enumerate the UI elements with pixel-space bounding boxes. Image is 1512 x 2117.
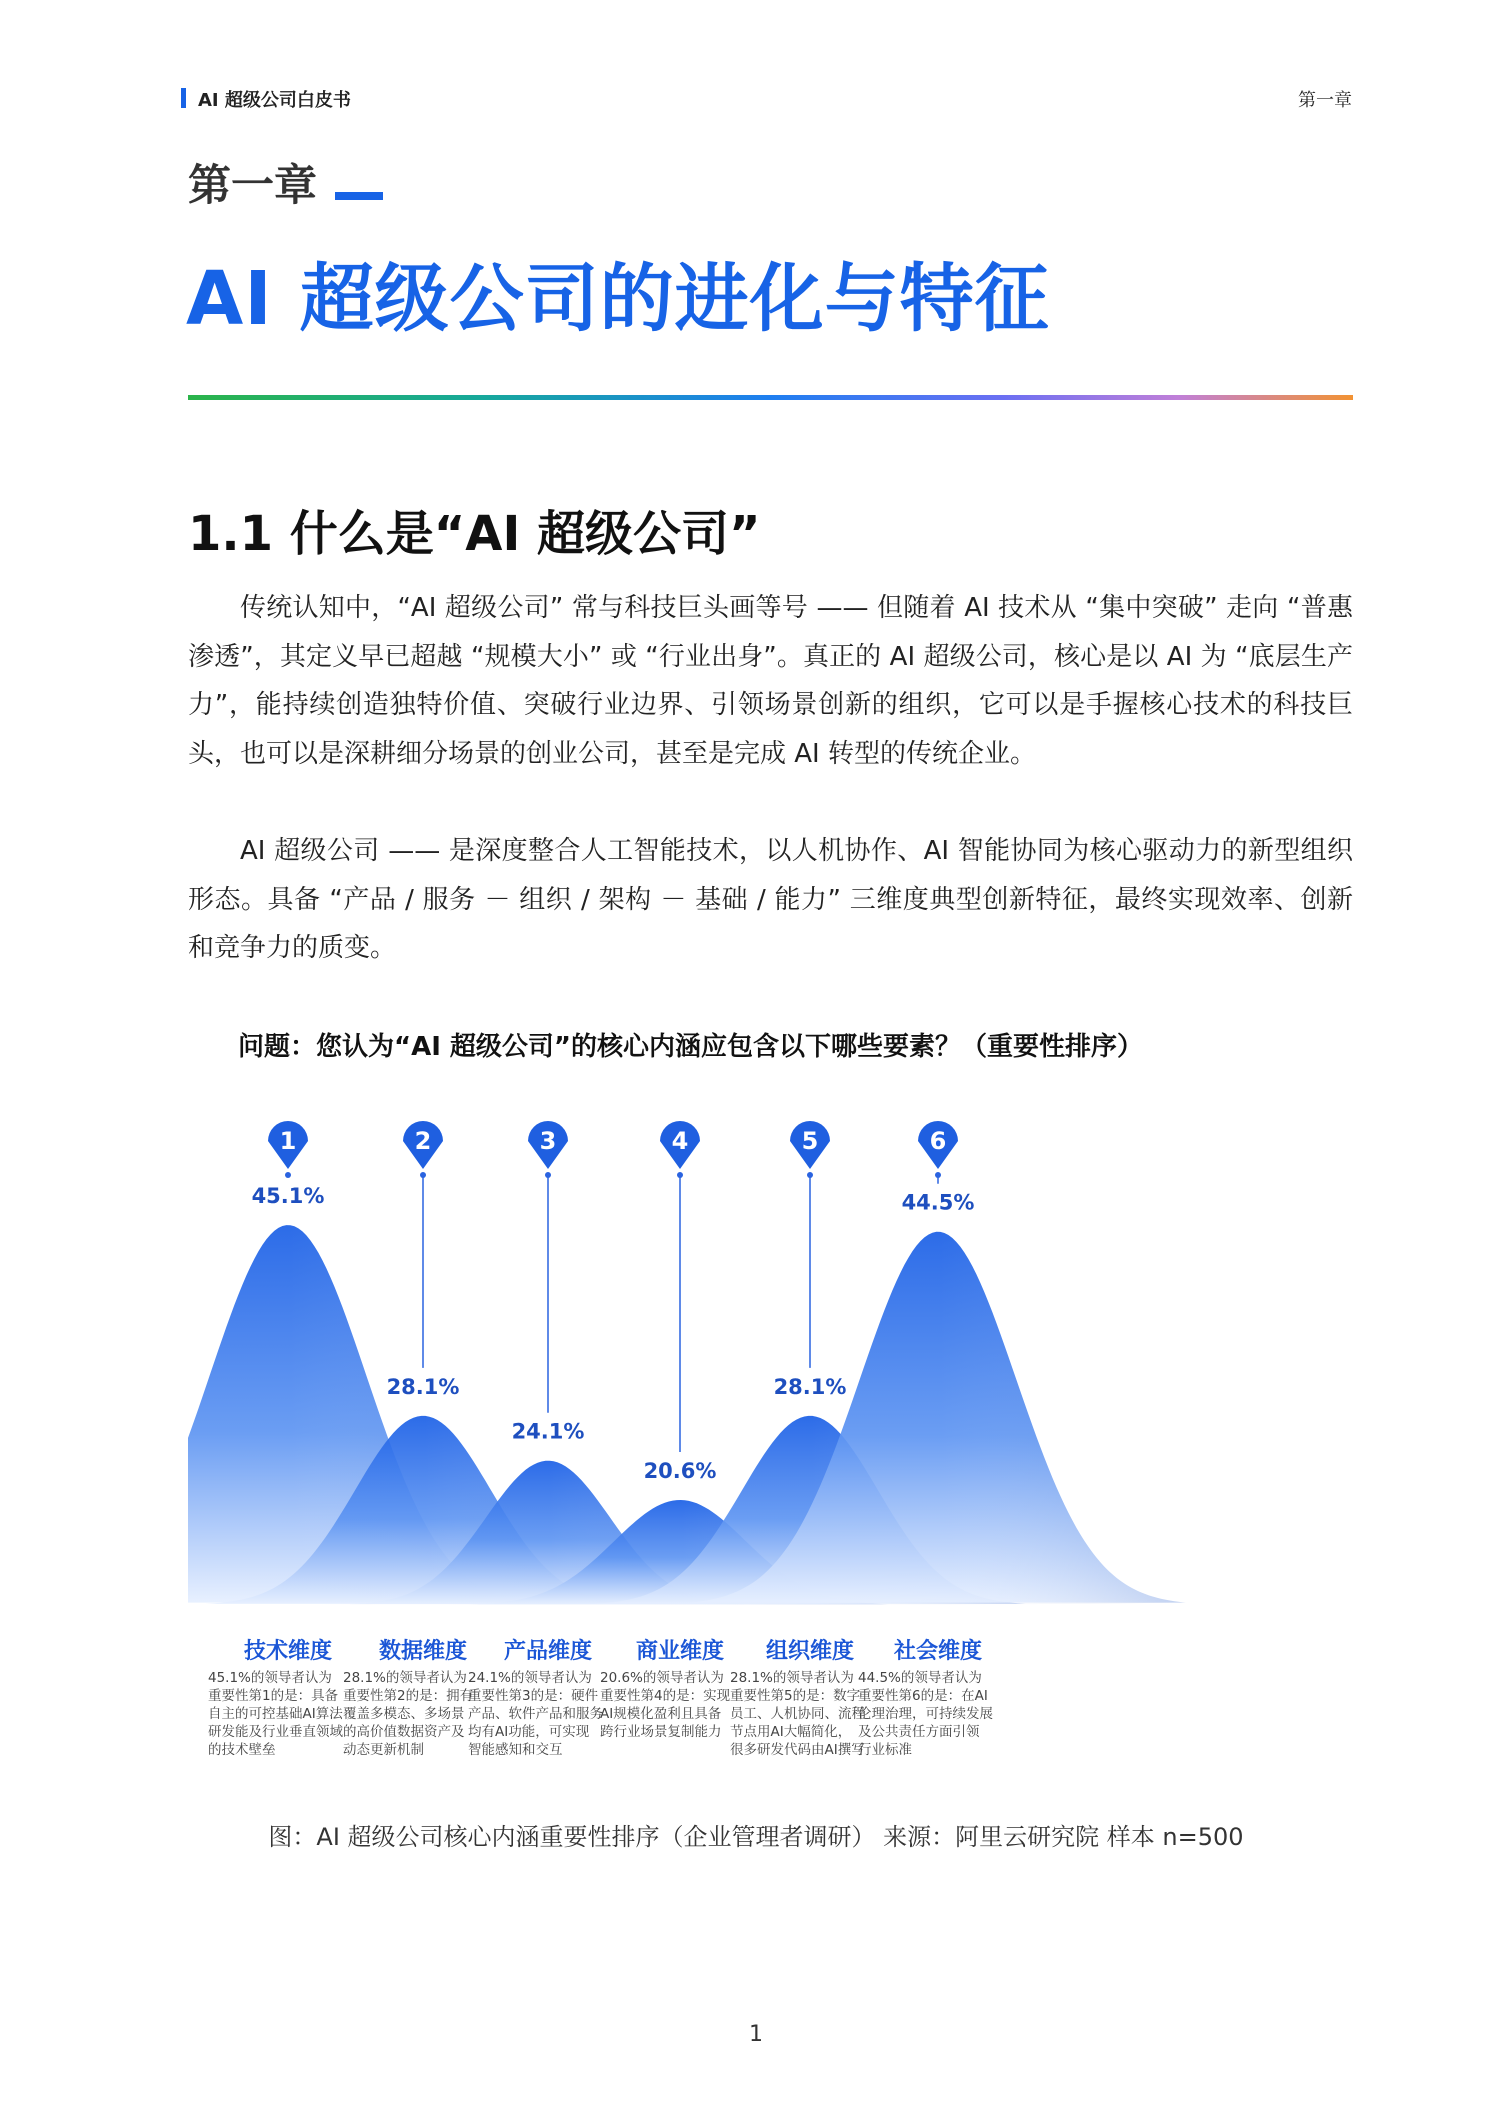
chapter-label: 第一章 <box>188 161 317 211</box>
description-line-6-2: 重要性第6的是：在AI <box>858 1688 988 1704</box>
description-line-5-3: 员工、人机协同、流程 <box>730 1706 865 1722</box>
description-line-2-2: 重要性第2的是：拥有 <box>343 1688 474 1704</box>
description-line-3-5: 智能感知和交互 <box>468 1742 563 1758</box>
pin-dot-6 <box>935 1172 941 1178</box>
description-line-6-1: 44.5%的领导者认为 <box>858 1670 982 1686</box>
category-label-5: 组织维度 <box>765 1639 855 1664</box>
header-doc-title: AI 超级公司白皮书 <box>198 90 351 111</box>
mountain-shade-6 <box>938 1232 1186 1605</box>
description-line-1-3: 自主的可控基础AI算法 <box>208 1706 343 1722</box>
description-line-4-4: 跨行业场景复制能力 <box>600 1724 722 1740</box>
description-line-4-1: 20.6%的领导者认为 <box>600 1670 724 1686</box>
gradient-divider <box>188 395 1353 400</box>
category-label-1: 技术维度 <box>243 1639 333 1664</box>
description-line-5-2: 重要性第5的是：数字 <box>730 1688 861 1704</box>
pin-dot-2 <box>420 1172 426 1178</box>
description-line-5-5: 很多研发代码由AI撰写 <box>730 1742 865 1758</box>
description-line-2-1: 28.1%的领导者认为 <box>343 1670 467 1686</box>
description-line-5-1: 28.1%的领导者认为 <box>730 1670 854 1686</box>
rank-number-1: 1 <box>279 1127 297 1155</box>
description-line-2-5: 动态更新机制 <box>343 1742 424 1758</box>
chart-question: 问题：您认为“AI 超级公司”的核心内涵应包含以下哪些要素？（重要性排序） <box>238 1032 1144 1062</box>
section-title: 1.1 什么是“AI 超级公司” <box>188 506 761 562</box>
rank-number-6: 6 <box>929 1127 947 1155</box>
value-label-3: 24.1% <box>511 1419 585 1444</box>
rank-number-4: 4 <box>671 1127 689 1155</box>
value-label-2: 28.1% <box>386 1374 460 1399</box>
header-accent-bar <box>181 88 186 108</box>
figure-caption: 图：AI 超级公司核心内涵重要性排序（企业管理者调研） 来源：阿里云研究院 样本 n=500 <box>268 1823 1244 1851</box>
description-line-1-1: 45.1%的领导者认为 <box>208 1670 332 1686</box>
value-label-4: 20.6% <box>643 1459 717 1483</box>
header-chapter: 第一章 <box>1298 90 1352 111</box>
category-label-2: 数据维度 <box>378 1639 468 1664</box>
pin-dot-1 <box>285 1172 291 1178</box>
description-line-1-4: 研发能及行业垂直领域 <box>208 1724 343 1740</box>
paragraph-2: AI 超级公司 —— 是深度整合人工智能技术，以人机协作、AI 智能协同为核心驱动力的新型组织形态。具备 “产品 / 服务 － 组织 / 架构 － 基础 / 能力” 三维度典型创新特征，最终实现效率、创新和竞争力的质变。 <box>188 836 1353 963</box>
category-label-6: 社会维度 <box>893 1639 983 1664</box>
description-line-3-1: 24.1%的领导者认为 <box>468 1670 592 1686</box>
page-number: 1 <box>749 2022 763 2047</box>
description-line-4-2: 重要性第4的是：实现 <box>600 1688 731 1704</box>
value-label-6: 44.5% <box>901 1190 975 1215</box>
description-line-4-3: AI规模化盈利且具备 <box>600 1706 722 1722</box>
description-line-1-5: 的技术壁垒 <box>208 1742 276 1758</box>
category-label-3: 产品维度 <box>503 1639 593 1664</box>
category-label-4: 商业维度 <box>635 1639 725 1664</box>
pin-dot-3 <box>545 1172 551 1178</box>
description-line-5-4: 节点用AI大幅简化， <box>730 1724 852 1740</box>
chapter-underline <box>335 192 383 200</box>
description-line-3-4: 均有AI功能，可实现 <box>468 1724 590 1740</box>
description-line-1-2: 重要性第1的是：具备 <box>208 1688 339 1704</box>
description-line-3-3: 产品、软件产品和服务 <box>468 1706 603 1722</box>
description-line-2-3: 覆盖多模态、多场景 <box>343 1706 465 1722</box>
description-line-2-4: 的高价值数据资产及 <box>343 1724 465 1740</box>
value-label-5: 28.1% <box>773 1374 847 1399</box>
pin-dot-5 <box>807 1172 813 1178</box>
rank-number-2: 2 <box>414 1127 432 1155</box>
chapter-title: AI 超级公司的进化与特征 <box>186 256 1050 342</box>
paragraph-1: 传统认知中，“AI 超级公司” 常与科技巨头画等号 —— 但随着 AI 技术从 “集中突破” 走向 “普惠渗透”，其定义早已超越 “规模大小” 或 “行业出身”。真正的 AI 超级公司，核心是以 AI 为 “底层生产力”，能持续创造独特价值、突破行业边界、引领场景创新的组织，它可以是手握核心技术的科技巨头，也可以是深耕细分场景的创业公司，甚至是完成 AI 转型的传统企业。 <box>188 593 1353 769</box>
rank-number-3: 3 <box>539 1127 557 1155</box>
description-line-6-4: 及公共责任方面引领 <box>858 1724 980 1740</box>
description-line-6-3: 伦理治理，可持续发展 <box>858 1706 993 1722</box>
rank-number-5: 5 <box>801 1127 819 1155</box>
description-line-3-2: 重要性第3的是：硬件 <box>468 1688 599 1704</box>
pin-dot-4 <box>677 1172 683 1178</box>
importance-chart <box>188 1100 1353 1800</box>
description-line-6-5: 行业标准 <box>858 1742 912 1758</box>
value-label-1: 45.1% <box>251 1184 325 1208</box>
